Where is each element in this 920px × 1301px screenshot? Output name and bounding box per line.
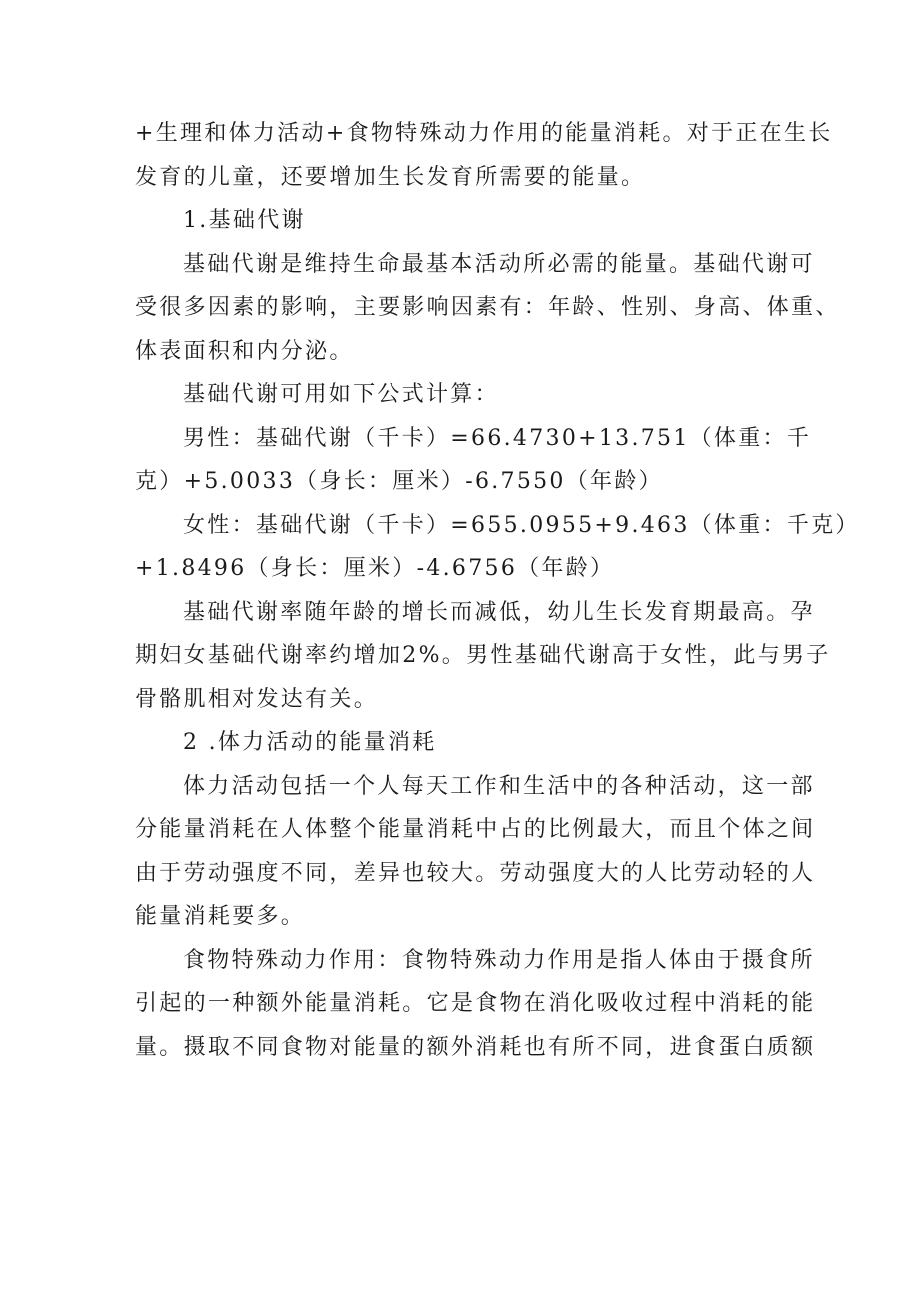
text-line: 体力活动包括一个人每天工作和生活中的各种活动，这一部 [183, 773, 815, 799]
text-line: 骨骼肌相对发达有关。 [135, 686, 379, 712]
text-line: 由于劳动强度不同，差异也较大。劳动强度大的人比劳动轻的人 [135, 860, 816, 886]
text-line: 能量消耗要多。 [135, 904, 306, 929]
text-line: 女性：基础代谢（千卡）=655.0955+9.463（体重：千克） [183, 512, 860, 538]
text-line: 食物特殊动力作用：食物特殊动力作用是指人体由于摄食所 [183, 947, 815, 973]
document-body [135, 112, 860, 1069]
text-line: 1.基础代谢 [183, 208, 306, 233]
text-line: 期妇女基础代谢率约增加2%。男性基础代谢高于女性，此与男子 [135, 643, 831, 668]
text-line: 体表面积和内分泌。 [135, 338, 354, 364]
text-line: 基础代谢率随年龄的增长而减低，幼儿生长发育期最高。孕 [183, 599, 815, 625]
text-line: 分能量消耗在人体整个能量消耗中占的比例最大，而且个体之间 [135, 817, 816, 842]
text-line: 2 .体力活动的能量消耗 [183, 730, 437, 755]
text-line: 受很多因素的影响，主要影响因素有：年龄、性别、身高、体重、 [135, 295, 840, 320]
text-line: +生理和体力活动+食物特殊动力作用的能量消耗。对于正在生长 [135, 121, 833, 146]
text-line: 男性：基础代谢（千卡）=66.4730+13.751（体重：千 [183, 425, 812, 451]
text-line: 量。摄取不同食物对能量的额外消耗也有所不同，进食蛋白质额 [135, 1034, 816, 1060]
text-line: +1.8496（身长：厘米）-4.6756（年龄） [135, 556, 615, 581]
text-line: 基础代谢可用如下公式计算： [183, 382, 499, 407]
text-line: 克）+5.0033（身长：厘米）-6.7550（年龄） [135, 469, 663, 494]
text-line: 基础代谢是维持生命最基本活动所必需的能量。基础代谢可 [183, 251, 815, 277]
text-line: 引起的一种额外能量消耗。它是食物在消化吸收过程中消耗的能 [135, 991, 816, 1016]
text-line: 发育的儿童，还要增加生长发育所需要的能量。 [135, 164, 646, 190]
